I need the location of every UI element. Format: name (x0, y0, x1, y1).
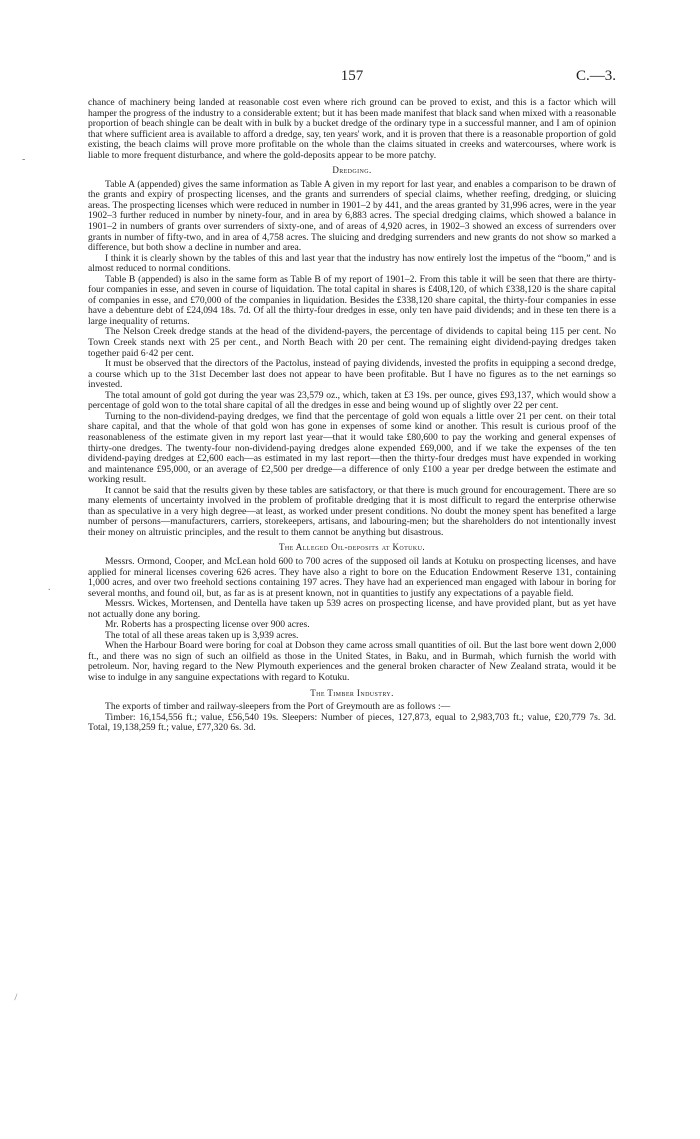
document-page (88, 68, 616, 734)
timber-figures-paragraph: Timber: 16,154,556 ft.; value, £56,540 19s. Sleepers: Number of pieces, 127,873, equal to 2,983,703 ft.; value, £20,779 7s. 3d. Total, 19,138,259 ft.; value, £77,320 6s. 3d. (88, 711, 616, 734)
section-heading-timber-industry: The Timber Industry. (310, 687, 394, 698)
dredging-paragraph-3: Table B (appended) is also in the same form as Table B of my report of 1901–2. From this table it will be seen that there are thirty-four companies in esse, and seven in course of liquidation. The total capital in shares is £408,120, of which £338,120 is the share capital of companies in esse, and £70,000 of the companies in liquidation. Besides the £338,120 share capital, the thirty-four companies in esse have a debenture debt of £24,094 18s. 7d. Of all the thirty-four dredges in esse, only ten have paid dividends; and in these ten there is a large inequality of returns. (88, 273, 616, 327)
oil-paragraph-3: Mr. Roberts has a prospecting license over 900 acres. (105, 619, 310, 631)
page-number: 157 (340, 68, 364, 84)
section-heading-dredging: Dredging. (332, 165, 372, 176)
timber-intro-paragraph: The exports of timber and railway-sleepers from the Port of Greymouth are as follows :— (105, 701, 451, 713)
dredging-paragraph-1: Table A (appended) gives the same information as Table A given in my report for last year, and enables a comparison to be drawn of the grants and expiry of prospecting licenses, and the grants and surrenders of special claims, whether reefing, dredging, or sluicing areas. The prospecting licenses which were reduced in number in 1901–2 by 441, and the areas granted by 31,996 acres, were in the year 1902–3 further reduced in number by ninety-four, and in area by 6,883 acres. The special dredging claims, which showed a balance in 1901–2 in numbers of grants over surrenders of sixty-one, and of areas of 4,920 acres, in 1902–3 showed an excess of surrenders over grants in number of fifty-two, and in area of 4,758 acres. The sluicing and dredging surrenders and new grants do not show so marked a difference, but both show a decline in number and area. (88, 178, 616, 254)
oil-paragraph-2: Messrs. Wickes, Mortensen, and Dentella have taken up 539 acres on prospecting license, and have provided plant, but as yet have not actually done any boring. (88, 598, 616, 620)
dredging-paragraph-7: Turning to the non-dividend-paying dredges, we find that the percentage of gold won equals a little over 21 per cent. on their total share capital, and that the whole of that gold won has gone in expenses of some kind or another. This result is curious proof of the reasonableness of the estimate given in my report last year—that it would take £80,600 to pay the working and general expenses of thirty-one dredges. The twenty-four non-dividend-paying dredges alone expended £69,000, and if we take the expenses of the ten dividend-paying dredges at £2,600 each—as estimated in my last report—then the thirty-four dredges must have expended in working and maintenance £95,000, or an average of £2,500 per dredge—a difference of only £100 a year per dredge between the estimate and working result. (88, 410, 616, 486)
dredging-paragraph-2: I think it is clearly shown by the tables of this and last year that the industry has now entirely lost the impetus of the “boom,” and is almost reduced to normal conditions. (88, 252, 616, 275)
margin-mark: . (48, 582, 51, 593)
dredging-paragraph-5: It must be observed that the directors of the Pactolus, instead of paying dividends, invested the profits in equipping a second dredge, a course which up to the 31st December last does not appear to have been profitable. But I have no figures as to the net earnings so invested. (88, 358, 616, 391)
oil-paragraph-4: The total of all these areas taken up is 3,939 acres. (105, 629, 299, 641)
oil-paragraph-1: Messrs. Ormond, Cooper, and McLean hold 600 to 700 acres of the supposed oil lands at Kotuku on prospecting licenses, and have applied for mineral licenses covering 626 acres. They have also a right to bore on the Education Endowment Reserve 131, containing 1,000 acres, and over two freehold sections containing 197 acres. They have had an experienced man engaged with labour in boring for several months, and found oil, but, as far as is at present known, not in quantities to justify any expectations of a payable field. (88, 555, 616, 599)
page-header (88, 68, 616, 90)
section-heading-oil-deposits: The Alleged Oil-deposits at Kotuku. (278, 542, 426, 553)
margin-mark: \ (10, 992, 20, 1003)
dredging-paragraph-4: The Nelson Creek dredge stands at the head of the dividend-payers, the percentage of dividends to capital being 115 per cent. No Town Creek stands next with 25 per cent., and North Beach with 20 per cent. The remaining eight dividend-paying dredges taken together paid 6·42 per cent. (88, 326, 616, 359)
dredging-paragraph-6: The total amount of gold got during the year was 23,579 oz., which, taken at £3 19s. per ounce, gives £93,137, which would show a percentage of gold won to the total share capital of all the dredges in esse and being wound up of slightly over 22 per cent. (88, 389, 616, 412)
oil-paragraph-5: When the Harbour Board were boring for coal at Dobson they came across small quantities of oil. But the last bore went down 2,000 ft., and there was no sign of such an oilfield as those in the United States, in Baku, and in Burmah, which furnish the world with petroleum. Nor, having regard to the New Plymouth experiences and the general broken character of New Zealand strata, would it be wise to indulge in any sanguine expectations with regard to Kotuku. (88, 640, 616, 683)
body-text (88, 98, 616, 734)
margin-mark: - (22, 154, 26, 165)
dredging-paragraph-8: It cannot be said that the results given by these tables are satisfactory, or that there is much ground for encouragement. There are so many elements of uncertainty involved in the problem of profitable dredging that it is most difficult to regard the enterprise otherwise than as speculative in a very high degree—at least, as worked under present conditions. No doubt the money spent has benefited a large number of persons—manufacturers, carriers, storekeepers, artisans, and labouring-men; but the shareholders do not intentionally invest their money on altruistic principles, and the result to them cannot be anything but disastrous. (88, 484, 616, 538)
opening-paragraph: chance of machinery being landed at reasonable cost even where rich ground can be proved to exist, and this is a factor which will hamper the progress of the industry to a considerable extent; but it has been made manifest that black sand when mixed with a reasonable proportion of beach shingle can be dealt with in bulk by a bucket dredge of the ordinary type in a successful manner, and I am of opinion that where sufficient area is available to afford a dredge, say, ten years' work, and it is proven that there is a reasonable proportion of gold existing, the beach claims will prove more profitable on the whole than the claims situated in creeks and watercourses, where work is liable to more frequent disturbance, and where the gold-deposits appear to be more patchy. (88, 97, 616, 161)
document-code: C.—3. (575, 68, 616, 84)
